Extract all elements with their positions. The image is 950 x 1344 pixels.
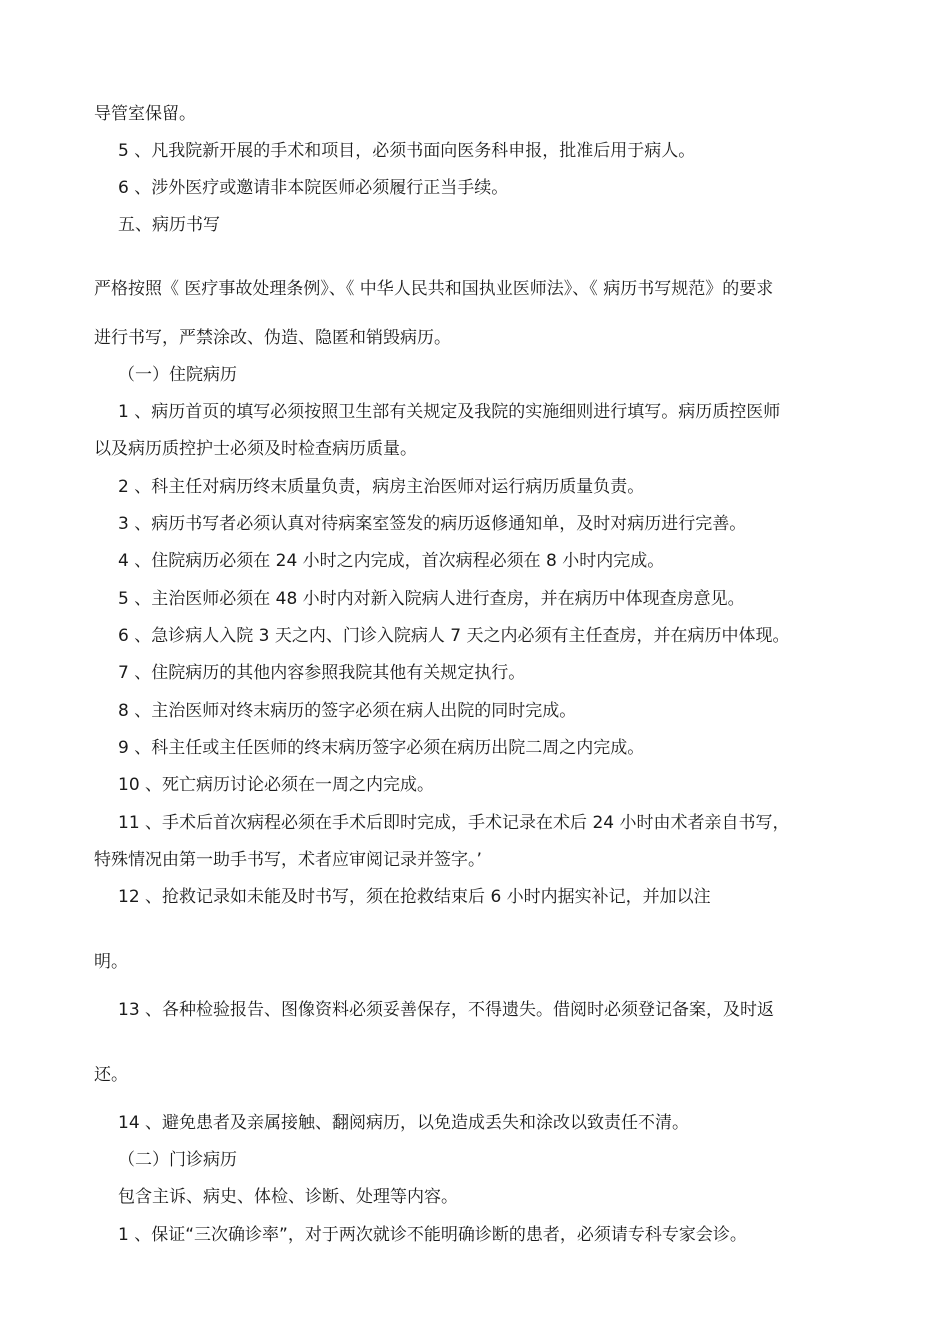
text-line-28: 1 、保证“三次确诊率”，对于两次就诊不能明确诊断的患者，必须请专科专家会诊。 [118, 1225, 747, 1245]
section-heading-medical-records: 五、病历书写 [118, 215, 220, 235]
text-line-3: 6 、涉外医疗或邀请非本院医师必须履行正当手续。 [118, 178, 509, 198]
text-line-1: 导管室保留。 [94, 104, 196, 124]
text-line-14: 6 、急诊病人入院 3 天之内、门诊入院病人 7 天之内必须有主任查房，并在病历中体现。 [118, 626, 790, 646]
text-line-12: 4 、住院病历必须在 24 小时之内完成，首次病程必须在 8 小时内完成。 [118, 551, 665, 571]
subsection-heading-inpatient: （一）住院病历 [118, 365, 237, 385]
text-line-8: 1 、病历首页的填写必须按照卫生部有关规定及我院的实施细则进行填写。病历质控医师 [118, 402, 781, 422]
text-line-20: 特殊情况由第一助手书写，术者应审阅记录并签字。’ [94, 850, 482, 870]
text-line-5: 严格按照《 医疗事故处理条例》、《 中华人民共和国执业医师法》、《 病历书写规范》的要求 [94, 279, 774, 299]
text-line-19: 11 、手术后首次病程必须在手术后即时完成，手术记录在术后 24 小时由术者亲自书写， [118, 813, 790, 833]
text-line-2: 5 、凡我院新开展的手术和项目，必须书面向医务科申报，批准后用于病人。 [118, 141, 696, 161]
text-line-23: 13 、各种检验报告、图像资料必须妥善保存，不得遗失。借阅时必须登记备案，及时返 [118, 1000, 775, 1020]
subsection-heading-outpatient: （二）门诊病历 [118, 1150, 237, 1170]
text-line-16: 8 、主治医师对终末病历的签字必须在病人出院的同时完成。 [118, 701, 577, 721]
text-line-24: 还。 [94, 1065, 128, 1085]
text-line-9: 以及病历质控护士必须及时检查病历质量。 [94, 439, 417, 459]
text-line-27: 包含主诉、病史、体检、诊断、处理等内容。 [118, 1187, 458, 1207]
text-line-11: 3 、病历书写者必须认真对待病案室签发的病历返修通知单，及时对病历进行完善。 [118, 514, 747, 534]
text-line-13: 5 、主治医师必须在 48 小时内对新入院病人进行查房，并在病历中体现查房意见。 [118, 589, 745, 609]
text-line-10: 2 、科主任对病历终末质量负责，病房主治医师对运行病历质量负责。 [118, 477, 645, 497]
text-line-15: 7 、住院病历的其他内容参照我院其他有关规定执行。 [118, 663, 526, 683]
text-line-17: 9 、科主任或主任医师的终末病历签字必须在病历出院二周之内完成。 [118, 738, 645, 758]
text-line-6: 进行书写，严禁涂改、伪造、隐匿和销毁病历。 [94, 328, 451, 348]
text-line-18: 10 、死亡病历讨论必须在一周之内完成。 [118, 775, 435, 795]
text-line-22: 明。 [94, 952, 128, 972]
text-line-25: 14 、避免患者及亲属接触、翻阅病历，以免造成丢失和涂改以致责任不清。 [118, 1113, 690, 1133]
text-line-21: 12 、抢救记录如未能及时书写，须在抢救结束后 6 小时内据实补记，并加以注 [118, 887, 711, 907]
